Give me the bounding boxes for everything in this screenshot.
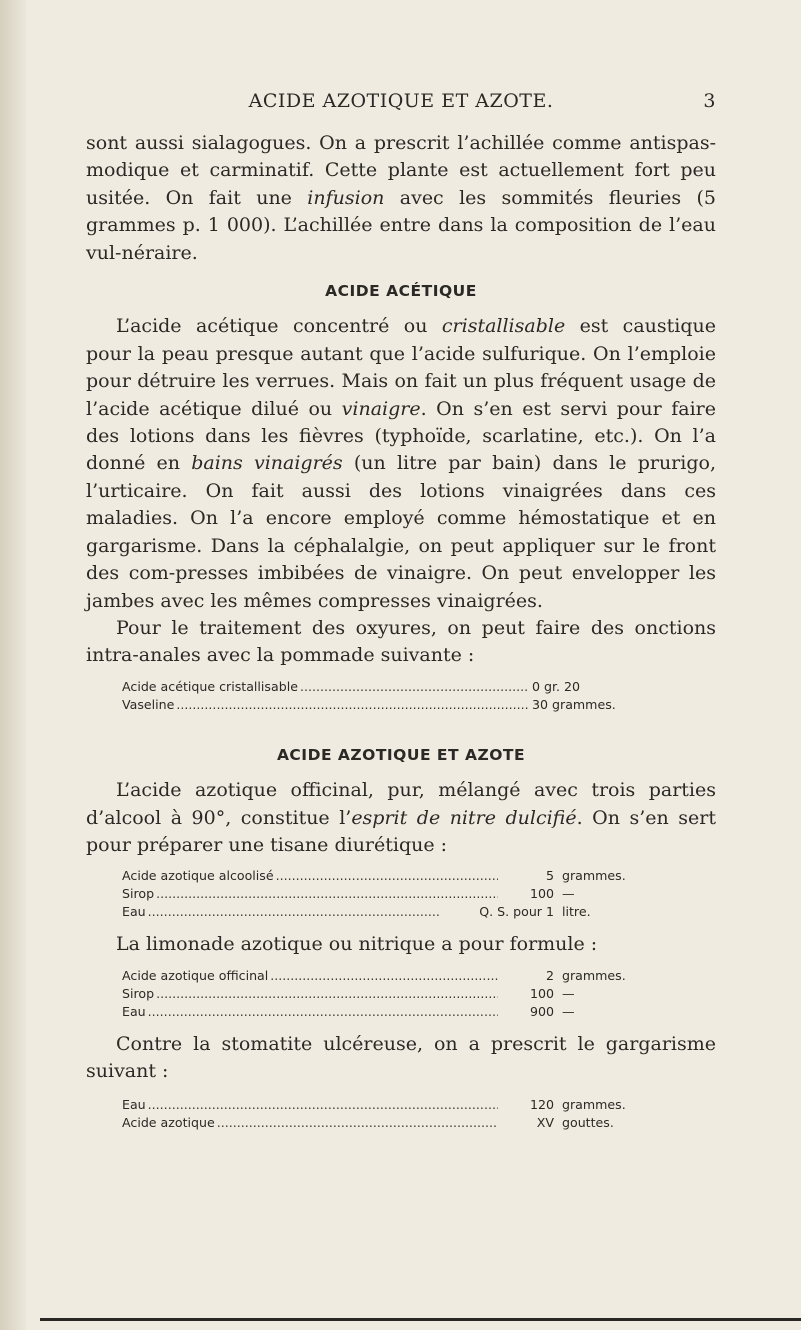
azotique-paragraph-3: Contre la stomatite ulcéreuse, on a prescrit le gargarisme suivant : <box>86 1032 716 1083</box>
azotique-italic-b: esprit de nitre dulcifié <box>351 806 577 829</box>
formula-row <box>122 678 642 696</box>
ingredient-quantity: 120 <box>529 1096 554 1112</box>
ingredient-unit: grammes. <box>562 868 626 884</box>
page-number: 3 <box>703 90 716 112</box>
intro-text-c: avec les sommités fleuries (5 grammes p. 1 000). L’achillée entre dans la composition de l’eau vul-néraire. <box>86 186 716 264</box>
ingredient-name: Vaseline <box>122 696 175 712</box>
dot-leader <box>270 967 498 985</box>
dot-leader <box>156 885 498 903</box>
acetique-italic-d: vinaigre <box>341 397 421 420</box>
ingredient-quantity: Q. S. pour 1 <box>479 904 554 920</box>
ingredient-unit: — <box>562 886 575 902</box>
ingredient-quantity: 900 <box>529 1003 554 1019</box>
heading-acide-acetique: ACIDE ACÉTIQUE <box>325 282 477 301</box>
acetique-text-e: . On s’en est servi pour faire des lotions dans les fièvres (typhoïde, scarlatine, etc.). On l’a donné en <box>86 397 716 475</box>
intro-italic: infusion <box>307 186 385 209</box>
acetique-paragraph-2: Pour le traitement des oxyures, on peut faire des onctions intra-anales avec la pommade suivante : <box>86 616 716 667</box>
azotique-text-a: L’acide azotique officinal, pur, mélangé avec trois parties d’alcool à 90°, constitue l’ <box>86 779 716 829</box>
ingredient-name: Acide acétique cristallisable <box>122 678 298 694</box>
ingredient-name: Eau <box>122 1096 146 1112</box>
ingredient-unit: grammes. <box>562 1096 626 1112</box>
ingredient-name: Eau <box>122 904 146 920</box>
running-header <box>86 90 716 120</box>
formula-gargarisme <box>122 1096 642 1132</box>
page-binding-edge <box>0 0 26 1330</box>
intro-paragraph <box>86 130 716 267</box>
dot-leader <box>148 903 440 921</box>
formula-row <box>122 885 642 903</box>
formula-row <box>122 967 642 985</box>
azotique-paragraph-1 <box>86 777 716 859</box>
ingredient-quantity: 5 <box>545 868 554 884</box>
formula-pommade <box>122 678 642 714</box>
formula-limonade <box>122 967 642 1021</box>
dot-leader <box>148 1096 498 1114</box>
bottom-rule <box>40 1318 801 1321</box>
dot-leader <box>176 696 528 714</box>
ingredient-name: Sirop <box>122 985 155 1001</box>
ingredient-quantity: XV <box>536 1114 554 1130</box>
ingredient-name: Acide azotique officinal <box>122 967 269 983</box>
ingredient-quantity: 2 <box>545 967 554 983</box>
ingredient-unit: litre. <box>562 904 591 920</box>
dot-leader <box>300 678 528 696</box>
heading-acide-azotique: ACIDE AZOTIQUE ET AZOTE <box>276 745 526 764</box>
azotique-paragraph-2: La limonade azotique ou nitrique a pour formule : <box>116 933 598 956</box>
ingredient-name: Sirop <box>122 886 155 902</box>
page-body <box>86 130 716 1136</box>
ingredient-quantity: 100 <box>529 886 554 902</box>
formula-tisane <box>122 867 642 921</box>
formula-row <box>122 985 642 1003</box>
acetique-text-a: L’acide acétique concentré ou <box>116 315 442 338</box>
intro-text-a: sont aussi sialagogues. On a prescrit l’achillée comme antispas-modique et carminatif. Cette plante est actuellement fort peu usitée. On fait une <box>86 132 716 209</box>
ingredient-name: Eau <box>122 1003 146 1019</box>
formula-row <box>122 1096 642 1114</box>
azotique-text-c: . On s’en sert pour préparer une tisane diurétique : <box>86 806 716 856</box>
ingredient-name: Acide azotique <box>122 1114 215 1130</box>
running-title: ACIDE AZOTIQUE ET AZOTE. <box>248 90 554 112</box>
formula-row <box>122 867 642 885</box>
ingredient-quantity: 30 grammes. <box>532 696 616 712</box>
ingredient-quantity: 100 <box>529 985 554 1001</box>
ingredient-unit: — <box>562 1003 575 1019</box>
acetique-text-c: est caustique pour la peau presque autant que l’acide sulfurique. On l’emploie pour détruire les verrues. Mais on fait un plus fréquent usage de l’acide acétique dilué ou <box>86 315 716 420</box>
dot-leader <box>148 1003 498 1021</box>
formula-row <box>122 903 642 921</box>
ingredient-unit: gouttes. <box>562 1114 614 1130</box>
acetique-italic-b: cristallisable <box>441 315 566 338</box>
dot-leader <box>156 985 498 1003</box>
acetique-text-g: (un litre par bain) dans le prurigo, l’urticaire. On fait aussi des lotions vinaigrées dans ces maladies. On l’a encore employé comme hémostatique et en gargarisme. Dans la céphalalgie, on peut appliquer sur le front des com-presses imbibées de vinaigre. On peut envelopper les jambes avec les mêmes compresses vinaigrées. <box>86 452 716 612</box>
formula-row <box>122 696 642 714</box>
dot-leader <box>217 1114 498 1132</box>
ingredient-name: Acide azotique alcoolisé <box>122 868 274 884</box>
acetique-paragraph-1 <box>86 313 716 614</box>
formula-row <box>122 1114 642 1132</box>
dot-leader <box>276 867 498 885</box>
ingredient-unit: grammes. <box>562 967 626 983</box>
ingredient-quantity: 0 gr. 20 <box>532 678 581 694</box>
acetique-italic-f: bains vinaigrés <box>191 452 343 475</box>
formula-row <box>122 1003 642 1021</box>
ingredient-unit: — <box>562 985 575 1001</box>
